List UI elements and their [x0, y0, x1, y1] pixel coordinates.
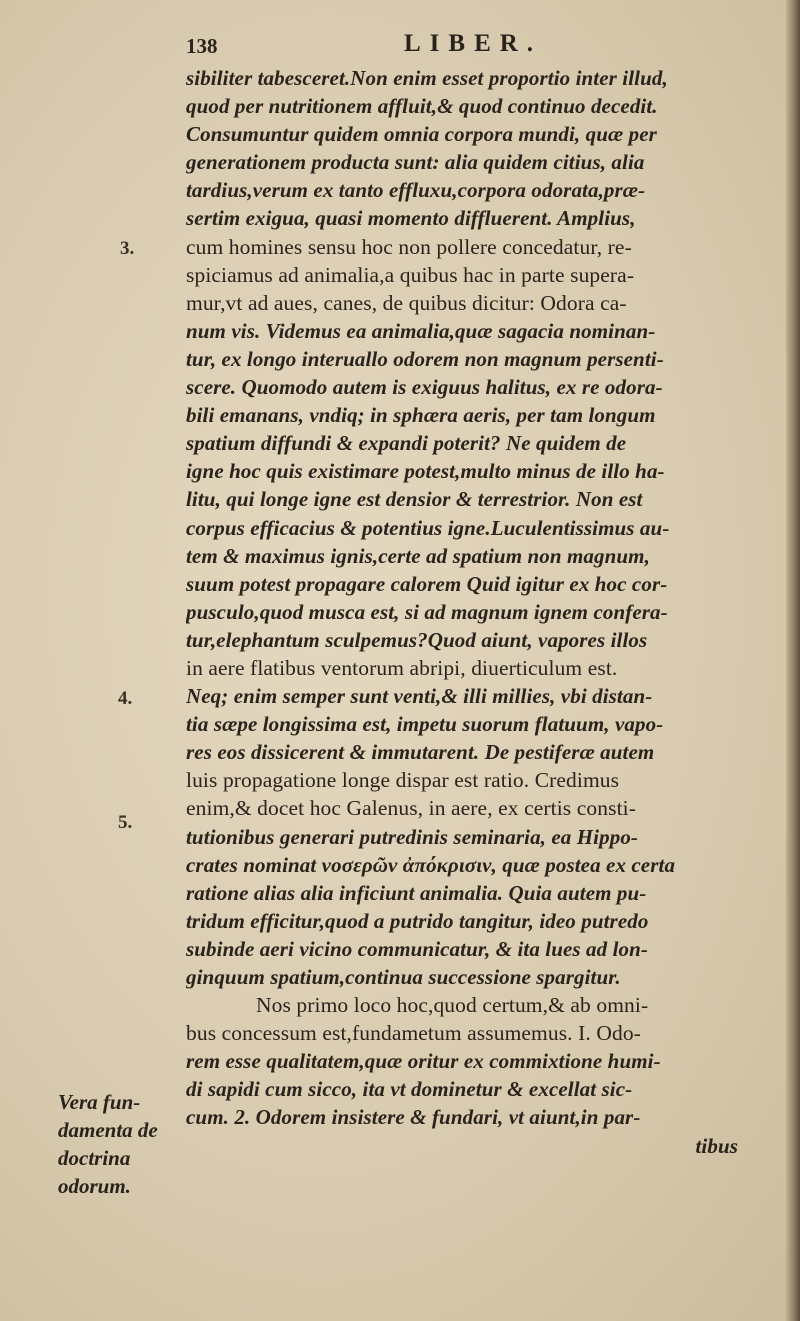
- text-line: mur,vt ad aues, canes, de quibus dicitur: Odora ca-: [186, 290, 627, 315]
- text-line: litu, qui longe igne est densior & terrestrior. Non est: [186, 487, 643, 512]
- text-line: tia sæpe longissima est, impetu suorum flatuum, vapo-: [186, 712, 664, 737]
- text-line: cum homines sensu hoc non pollere concedatur, re-: [186, 234, 632, 259]
- text-line: tur,elephantum sculpemus?Quod aiunt, vapores illos: [186, 627, 648, 652]
- text-line: sibiliter tabesceret.Non enim esset proportio inter illud,: [186, 66, 668, 90]
- text-line: Nos primo loco hoc,quod certum,& ab omni-: [256, 993, 649, 1018]
- text-line: corpus efficacius & potentius igne.Luculentissimus au-: [186, 515, 670, 540]
- body-text: [186, 64, 786, 1160]
- page-edge: [786, 0, 800, 1321]
- text-line: tem & maximus ignis,certe ad spatium non magnum,: [186, 543, 650, 568]
- text-line: tutionibus generari putredinis seminaria, ea Hippo-: [186, 824, 639, 849]
- side-note-line: damenta de: [58, 1118, 158, 1143]
- running-head: LIBER.: [404, 30, 543, 57]
- side-note: [58, 1088, 188, 1200]
- margin-number-5: 5.: [118, 812, 133, 833]
- side-note-line: doctrina: [58, 1146, 131, 1171]
- text-line: tridum efficitur,quod a putrido tangitur, ideo putredo: [186, 908, 649, 933]
- page-number: 138: [186, 34, 218, 58]
- text-line: ginquum spatium,continua successione spargitur.: [186, 965, 621, 989]
- text-line: enim,& docet hoc Galenus, in aere, ex certis consti-: [186, 796, 636, 821]
- text-line: tur, ex longo interuallo odorem non magnum persenti-: [186, 346, 664, 371]
- side-note-line: odorum.: [58, 1174, 131, 1199]
- text-line: pusculo,quod musca est, si ad magnum ignem confera-: [186, 599, 668, 624]
- page-header: [186, 30, 776, 64]
- text-line: luis propagatione longe dispar est ratio. Credimus: [186, 768, 620, 793]
- text-line: igne hoc quis existimare potest,multo minus de illo ha-: [186, 459, 665, 484]
- text-line: cum. 2. Odorem insistere & fundari, vt aiunt,in par-: [186, 1105, 641, 1130]
- text-line: spiciamus ad animalia,a quibus hac in parte supera-: [186, 262, 635, 287]
- catchword: tibus: [695, 1133, 738, 1158]
- text-line: Consumuntur quidem omnia corpora mundi, quæ per: [186, 122, 657, 147]
- text-line: in aere flatibus ventorum abripi, diuerticulum est.: [186, 655, 618, 680]
- side-note-line: Vera fun-: [58, 1090, 141, 1114]
- text-line: subinde aeri vicino communicatur, & ita lues ad lon-: [186, 936, 649, 961]
- text-line: spatium diffundi & expandi poterit? Ne quidem de: [186, 431, 627, 456]
- margin-number-3: 3.: [120, 238, 135, 259]
- text-line: quod per nutritionem affluit,& quod continuo decedit.: [186, 94, 658, 119]
- text-line: tardius,verum ex tanto effluxu,corpora odorata,præ-: [186, 178, 646, 203]
- text-line: sertim exigua, quasi momento diffluerent. Amplius,: [186, 206, 636, 231]
- margin-number-4: 4.: [118, 688, 133, 709]
- text-line: Neq; enim semper sunt venti,& illi millies, vbi distan-: [186, 684, 653, 709]
- text-line: generationem producta sunt: alia quidem citius, alia: [186, 150, 645, 175]
- text-line: ratione alias alia inficiunt animalia. Quia autem pu-: [186, 880, 647, 905]
- text-line: scere. Quomodo autem is exiguus halitus, ex re odora-: [186, 375, 663, 400]
- text-line: res eos dissicerent & immutarent. De pestiferæ autem: [186, 740, 655, 765]
- text-line: rem esse qualitatem,quæ oritur ex commixtione humi-: [186, 1049, 661, 1074]
- text-line: di sapidi cum sicco, ita vt dominetur & excellat sic-: [186, 1077, 633, 1102]
- text-line: bili emanans, vndiq; in sphæra aeris, per tam longum: [186, 403, 656, 428]
- text-line: crates nominat νοσερῶν ἀπόκρισιν, quæ postea ex certa: [186, 852, 676, 877]
- text-line: num vis. Videmus ea animalia,quæ sagacia nominan-: [186, 318, 656, 343]
- text-line: suum potest propagare calorem Quid igitur ex hoc cor-: [186, 571, 668, 596]
- text-line: bus concessum est,fundametum assumemus. I. Odo-: [186, 1021, 641, 1046]
